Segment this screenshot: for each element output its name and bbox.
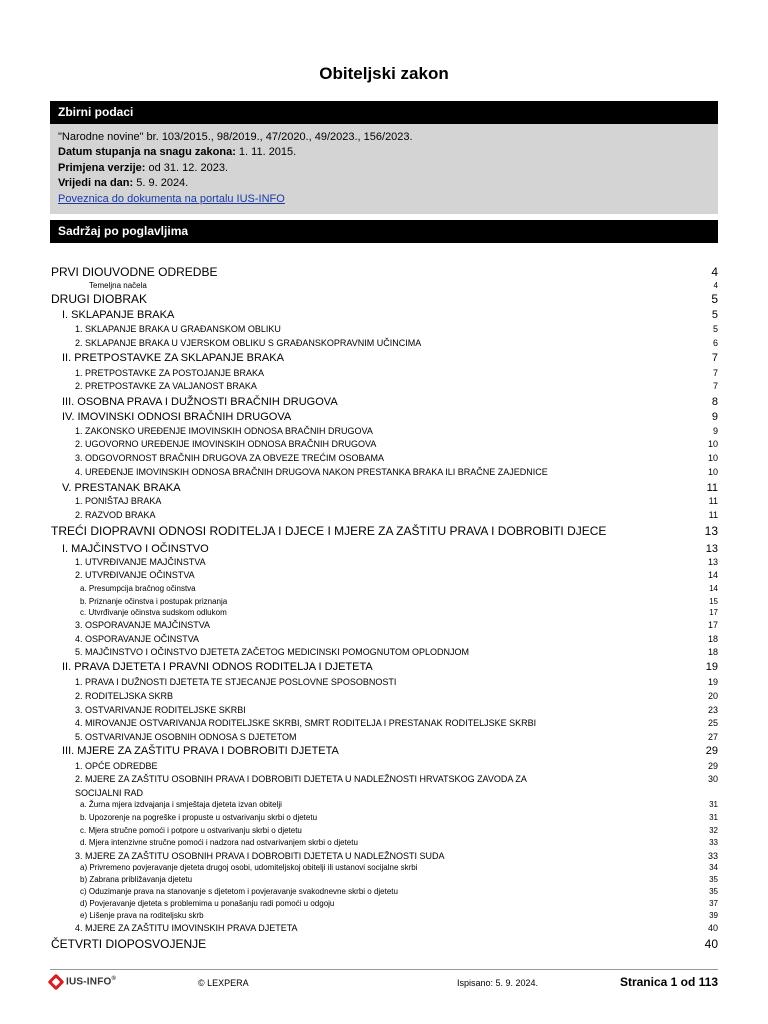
- toc-entry-title: 5. OSTVARIVANJE OSOBNIH ODNOSA S DJETETOM: [75, 732, 297, 742]
- toc-entry-title: 2. UTVRĐIVANJE OČINSTVA: [75, 570, 195, 580]
- toc-entry-title: d) Povjeravanje djeteta s problemima u ponašanju radi pomoći u odgoju: [80, 899, 335, 908]
- toc-entry-title: e) Lišenje prava na roditeljsku skrb: [80, 911, 204, 920]
- toc-entry-page: 11: [706, 482, 718, 494]
- toc-entry[interactable]: [0, 396, 718, 410]
- toc-entry-title: 1. PRAVA I DUŽNOSTI DJETETA TE STJECANJE POSLOVNE SPOSOBNOSTI: [75, 677, 397, 687]
- toc-entry[interactable]: [0, 732, 718, 746]
- toc-entry-title: DRUGI DIOBRAK: [51, 292, 148, 306]
- toc-entry[interactable]: [0, 411, 718, 425]
- toc-entry-title: 1. PRETPOSTAVKE ZA POSTOJANJE BRAKA: [75, 368, 265, 378]
- footer-divider: [50, 969, 718, 970]
- toc-entry[interactable]: [0, 691, 718, 705]
- toc-entry-title: Temeljna načela: [89, 281, 147, 290]
- toc-entry-title: TREĆI DIOPRAVNI ODNOSI RODITELJA I DJECE I MJERE ZA ZAŠTITU PRAVA I DOBROBITI DJECE: [51, 524, 607, 538]
- toc-entry-page: 20: [707, 691, 718, 701]
- toc-entry-page: 11: [708, 496, 718, 506]
- toc-entry-title: 1. UTVRĐIVANJE MAJČINSTVA: [75, 557, 206, 567]
- valid-line: [58, 176, 718, 191]
- toc-entry-page: 30: [707, 774, 718, 784]
- toc-entry[interactable]: [0, 705, 718, 719]
- toc-entry[interactable]: [0, 352, 718, 366]
- toc-entry-title: 3. ODGOVORNOST BRAČNIH DRUGOVA ZA OBVEZE TREĆIM OSOBAMA: [75, 453, 385, 463]
- valid-label: Vrijedi na dan:: [58, 177, 134, 190]
- toc-entry-page: 5: [712, 324, 718, 334]
- toc-entry-title: II. PRETPOSTAVKE ZA SKLAPANJE BRAKA: [62, 352, 284, 364]
- page-footer: [50, 975, 718, 995]
- toc-entry-page: 9: [712, 426, 718, 436]
- toc-entry-title: II. PRAVA DJETETA I PRAVNI ODNOS RODITELJA I DJETETA: [62, 661, 373, 673]
- toc-entry-title: 2. SKLAPANJE BRAKA U VJERSKOM OBLIKU S GRAĐANSKOPRAVNIM UČINCIMA: [75, 338, 422, 348]
- gazette-line: "Narodne novine" br. 103/2015., 98/2019., 47/2020., 49/2023., 156/2023.: [58, 131, 413, 143]
- toc-entry-page: 33: [709, 838, 718, 847]
- toc-entry[interactable]: [0, 838, 718, 852]
- toc-entry-title: I. SKLAPANJE BRAKA: [62, 309, 175, 321]
- toc-entry[interactable]: [0, 570, 718, 584]
- toc-entry-page: 13: [707, 557, 718, 567]
- toc-entry-title: b) Zabrana približavanja djetetu: [80, 875, 193, 884]
- toc-entry-title: a. Presumpcija bračnog očinstva: [80, 584, 196, 593]
- toc-entry-title: c) Oduzimanje prava na stanovanje s djetetom i povjeravanje svakodnevne skrbi o djetetu: [80, 887, 398, 896]
- toc-entry[interactable]: [0, 324, 718, 338]
- toc-entry-page: 13: [705, 543, 718, 555]
- toc-entry-page: 17: [707, 620, 718, 630]
- toc-entry-page: 35: [709, 875, 718, 884]
- toc-entry[interactable]: [0, 524, 718, 538]
- toc-entry-title: a) Privremeno povjeravanje djeteta drugoj osobi, udomiteljskoj obitelji ili ustanovi socijalne skrbi: [80, 863, 418, 872]
- toc-entry-page: 7: [711, 352, 718, 364]
- toc-entry[interactable]: [0, 467, 718, 481]
- toc-entry-title: 4. OSPORAVANJE OČINSTVA: [75, 634, 200, 644]
- toc-entry-title: 1. OPĆE ODREDBE: [75, 761, 158, 771]
- toc-entry-title: 3. OSTVARIVANJE RODITELJSKE SKRBI: [75, 705, 246, 715]
- toc-entry-page: 29: [707, 761, 718, 771]
- toc-entry[interactable]: [0, 800, 718, 814]
- toc-entry-title: 4. MJERE ZA ZAŠTITU IMOVINSKIH PRAVA DJETETA: [75, 923, 298, 933]
- toc-entry-title: IV. IMOVINSKI ODNOSI BRAČNIH DRUGOVA: [62, 411, 292, 423]
- toc-entry-page: 39: [709, 911, 718, 920]
- toc-entry-title: 3. MJERE ZA ZAŠTITU OSOBNIH PRAVA I DOBROBITI DJETETA U NADLEŽNOSTI SUDA: [75, 851, 445, 861]
- toc-entry-title: d. Mjera intenzivne stručne pomoći i nadzora nad ostvarivanjem skrbi o djetetu: [80, 838, 358, 847]
- toc-entry-page: 10: [707, 467, 718, 477]
- toc-entry[interactable]: [0, 620, 718, 634]
- toc-entry-page: 18: [707, 634, 718, 644]
- applies-line: [58, 161, 718, 176]
- toc-entry-title: III. OSOBNA PRAVA I DUŽNOSTI BRAČNIH DRUGOVA: [62, 396, 338, 408]
- toc-entry-page: 14: [707, 570, 718, 580]
- applies-value: od 31. 12. 2023.: [145, 161, 229, 174]
- toc-entry[interactable]: [0, 813, 718, 827]
- toc-entry-title: a. Žurna mjera izdvajanja i smještaja djeteta izvan obitelji: [80, 800, 282, 809]
- toc-entry[interactable]: [0, 292, 718, 306]
- toc-entry-title: 2. PRETPOSTAVKE ZA VALJANOST BRAKA: [75, 381, 257, 391]
- toc-entry-title: 4. UREĐENJE IMOVINSKIH ODNOSA BRAČNIH DRUGOVA NAKON PRESTANKA BRAKA ILI BRAČNE ZAJEDNICE: [75, 467, 548, 477]
- toc-entry[interactable]: [0, 774, 718, 788]
- toc-entry-page: 5: [711, 309, 718, 321]
- toc-entry[interactable]: [0, 496, 718, 510]
- toc-entry[interactable]: [0, 309, 718, 323]
- toc-entry-page: 27: [707, 732, 718, 742]
- toc-entry[interactable]: [0, 453, 718, 467]
- toc-entry-page: 18: [707, 647, 718, 657]
- toc-entry-title: V. PRESTANAK BRAKA: [62, 482, 181, 494]
- toc-entry[interactable]: [0, 923, 718, 937]
- toc-entry[interactable]: [0, 677, 718, 691]
- toc-entry[interactable]: [0, 482, 718, 496]
- toc-entry-page: 15: [709, 597, 718, 606]
- ius-info-logo-icon: [48, 974, 65, 991]
- toc-entry-page: 13: [704, 524, 718, 538]
- toc-entry[interactable]: [0, 647, 718, 661]
- copyright: © LEXPERA: [198, 978, 249, 988]
- toc-entry-title: 4. MIROVANJE OSTVARIVANJA RODITELJSKE SKRBI, SMRT RODITELJA I PRESTANAK RODITELJSKE SKRBI: [75, 718, 537, 728]
- toc-entry[interactable]: [0, 368, 718, 382]
- toc-entry-title: 3. OSPORAVANJE MAJČINSTVA: [75, 620, 211, 630]
- toc-entry-title: PRVI DIOUVODNE ODREDBE: [51, 265, 218, 279]
- toc-entry-title: 1. SKLAPANJE BRAKA U GRAĐANSKOM OBLIKU: [75, 324, 281, 334]
- toc-entry[interactable]: [0, 439, 718, 453]
- toc-entry-title: 1. PONIŠTAJ BRAKA: [75, 496, 162, 506]
- summary-heading: Zbirni podaci: [50, 101, 718, 124]
- toc-entry-page: 35: [709, 887, 718, 896]
- toc-entry-page: 10: [707, 453, 718, 463]
- toc-entry-title: ČETVRTI DIOPOSVOJENJE: [51, 937, 207, 951]
- toc-entry-page: 31: [709, 813, 718, 822]
- toc-entry-title: 1. ZAKONSKO UREĐENJE IMOVINSKIH ODNOSA BRAČNIH DRUGOVA: [75, 426, 373, 436]
- toc-entry-title: 5. MAJČINSTVO I OČINSTVO DJETETA ZAČETOG MEDICINSKI POMOGNUTOM OPLODNJOM: [75, 647, 470, 657]
- toc-entry-page: 7: [712, 381, 718, 391]
- toc-entry-title: b. Upozorenje na pogreške i propuste u ostvarivanju skrbi o djetetu: [80, 813, 318, 822]
- toc-entry-page: 32: [709, 826, 718, 835]
- toc-entry-title: SOCIJALNI RAD: [75, 788, 144, 798]
- toc-entry-page: 10: [707, 439, 718, 449]
- toc-entry[interactable]: [0, 338, 718, 352]
- toc-entry-title: 2. UGOVORNO UREĐENJE IMOVINSKIH ODNOSA BRAČNIH DRUGOVA: [75, 439, 377, 449]
- toc-entry-page: 4: [711, 265, 718, 279]
- toc-entry[interactable]: [0, 584, 718, 598]
- toc-entry[interactable]: [0, 937, 718, 951]
- toc-entry[interactable]: [0, 543, 718, 557]
- toc-entry-page: 5: [711, 292, 718, 306]
- toc-entry-page: 19: [707, 677, 718, 687]
- toc-entry[interactable]: [0, 634, 718, 648]
- toc-entry-page: 9: [711, 411, 718, 423]
- toc-entry-title: 2. RAZVOD BRAKA: [75, 510, 156, 520]
- toc-entry-page: 23: [707, 705, 718, 715]
- toc-entry-page: 7: [712, 368, 718, 378]
- toc-entry[interactable]: [0, 426, 718, 440]
- toc-entry[interactable]: [0, 510, 718, 524]
- document-title: Obiteljski zakon: [319, 64, 449, 83]
- effective-date-line: [58, 145, 718, 160]
- toc-entry[interactable]: [0, 718, 718, 732]
- toc-entry-title: c. Mjera stručne pomoći i potpore u ostvarivanju skrbi o djetetu: [80, 826, 302, 835]
- toc-entry-title: b. Priznanje očinstva i postupak priznanja: [80, 597, 228, 606]
- toc-entry-title: 2. RODITELJSKA SKRB: [75, 691, 174, 701]
- toc-entry-page: 25: [707, 718, 718, 728]
- toc-heading: Sadržaj po poglavljima: [50, 220, 718, 243]
- toc-entry-page: 29: [705, 745, 718, 757]
- portal-link[interactable]: Poveznica do dokumenta na portalu IUS-INFO: [58, 192, 285, 205]
- toc-entry[interactable]: [0, 381, 718, 395]
- effective-date-value: 1. 11. 2015.: [235, 146, 297, 159]
- toc-entry[interactable]: [0, 745, 718, 759]
- toc-entry-title: I. MAJČINSTVO I OČINSTVO: [62, 543, 209, 555]
- toc-entry-page: 37: [709, 899, 718, 908]
- page-number: Stranica 1 od 113: [619, 975, 718, 989]
- effective-date-label: Datum stupanja na snagu zakona:: [58, 146, 236, 159]
- toc-entry[interactable]: [0, 661, 718, 675]
- toc-entry-title: 2. MJERE ZA ZAŠTITU OSOBNIH PRAVA I DOBROBITI DJETETA U NADLEŽNOSTI HRVATSKOG ZAVODA ZA: [75, 774, 527, 784]
- toc-entry-page: 8: [711, 396, 718, 408]
- toc-entry-page: 19: [705, 661, 718, 673]
- toc-entry-page: 31: [709, 800, 718, 809]
- toc-entry-page: 34: [709, 863, 718, 872]
- logo-text: IUS-INFO®: [66, 976, 117, 988]
- printed-date: Ispisano: 5. 9. 2024.: [457, 978, 539, 988]
- toc-entry-page: 4: [713, 281, 718, 290]
- toc-entry-title: c. Utvrđivanje očinstva sudskom odlukom: [80, 608, 227, 617]
- ius-info-logo: [50, 976, 116, 988]
- toc-entry-page: 33: [707, 851, 718, 861]
- toc-entry[interactable]: [0, 761, 718, 775]
- toc-entry-page: 40: [704, 937, 718, 951]
- toc-entry[interactable]: [0, 265, 718, 279]
- toc-entry-page: 40: [707, 923, 718, 933]
- summary-box: [50, 124, 718, 214]
- toc-entry-page: 11: [708, 510, 718, 520]
- toc-entry-page: 17: [709, 608, 718, 617]
- toc-entry-page: 6: [712, 338, 718, 348]
- toc-entry-page: 14: [709, 584, 718, 593]
- applies-label: Primjena verzije:: [58, 161, 146, 174]
- toc-entry[interactable]: [0, 557, 718, 571]
- toc-entry-title: III. MJERE ZA ZAŠTITU PRAVA I DOBROBITI DJETETA: [62, 745, 339, 757]
- valid-value: 5. 9. 2024.: [133, 177, 189, 190]
